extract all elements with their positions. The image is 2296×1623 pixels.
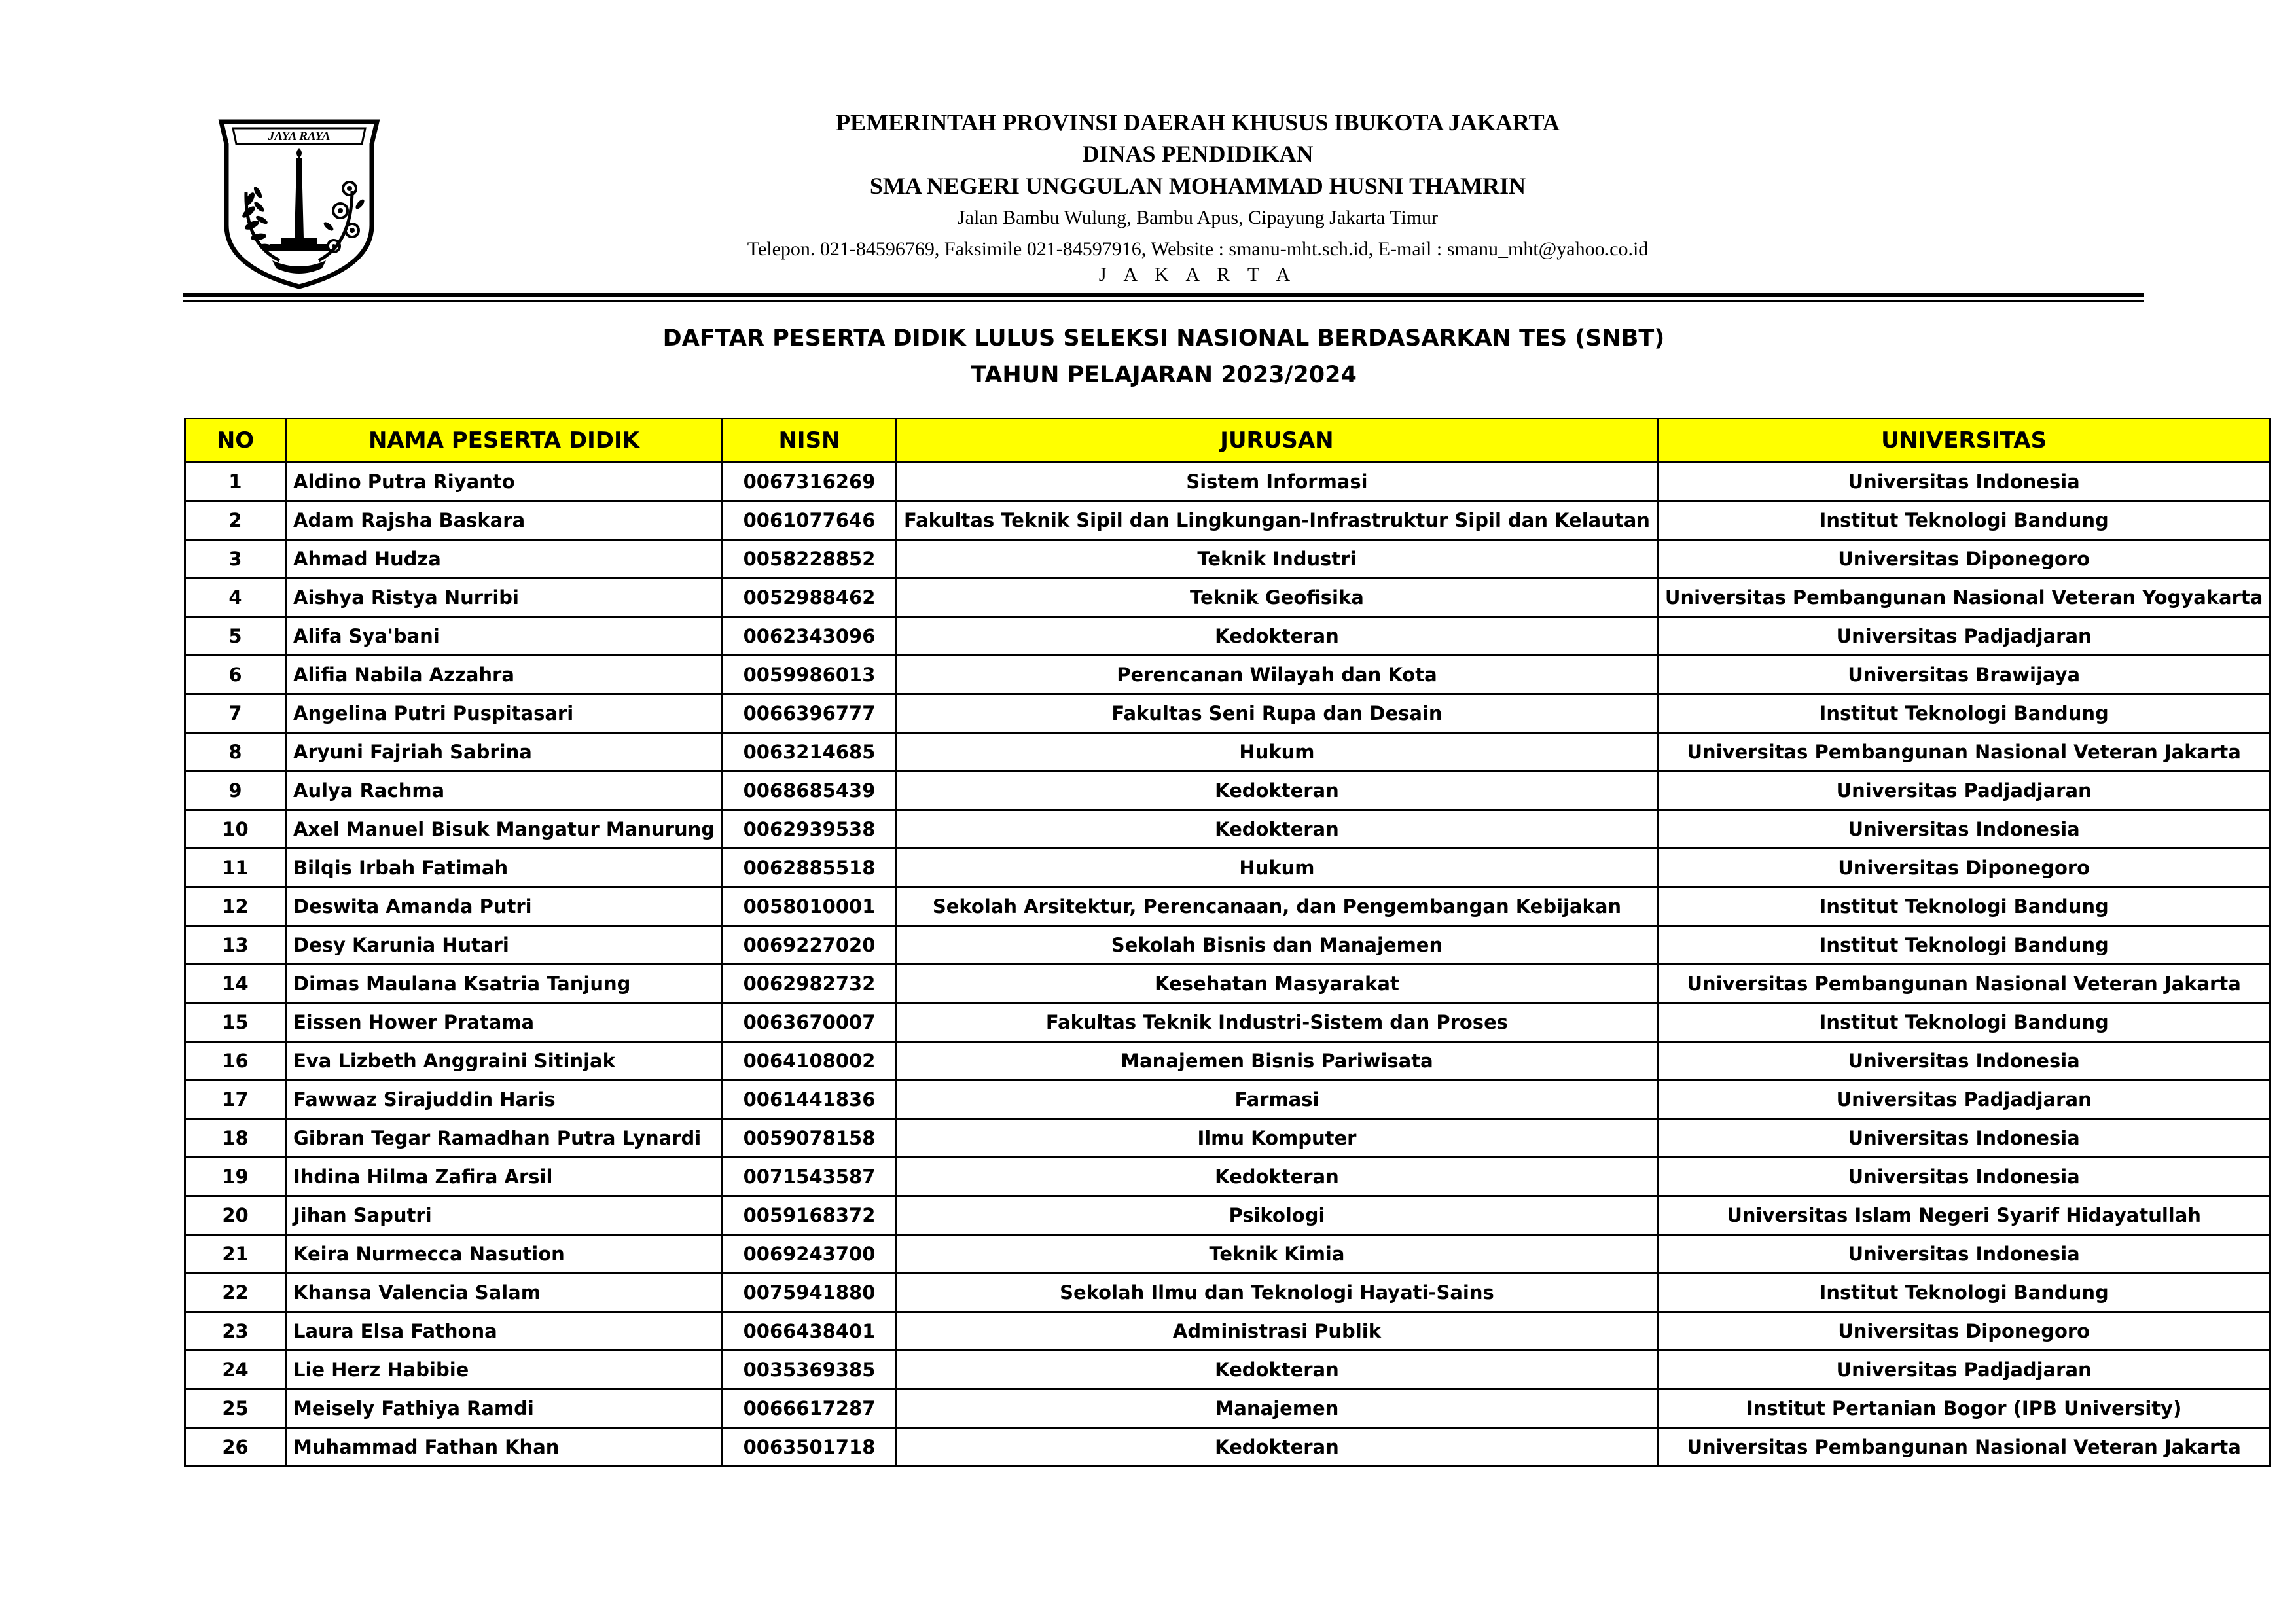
cell-major: Teknik Geofisika (897, 579, 1658, 617)
table-row (185, 849, 2270, 887)
cell-university: Institut Teknologi Bandung (1657, 501, 2270, 540)
cell-no: 2 (185, 501, 286, 540)
table-row (185, 1042, 2270, 1080)
table-row (185, 540, 2270, 579)
table-row (185, 1351, 2270, 1389)
cell-nisn: 0062939538 (723, 810, 897, 849)
letterhead-rule-thin (183, 300, 2144, 302)
cell-name: Aishya Ristya Nurribi (286, 579, 723, 617)
table-row (185, 656, 2270, 694)
cell-major: Kesehatan Masyarakat (897, 965, 1658, 1003)
cell-no: 9 (185, 772, 286, 810)
cell-university: Universitas Indonesia (1657, 463, 2270, 501)
cell-university: Universitas Padjadjaran (1657, 772, 2270, 810)
cell-name: Angelina Putri Puspitasari (286, 694, 723, 733)
cell-nisn: 0067316269 (723, 463, 897, 501)
cell-name: Laura Elsa Fathona (286, 1312, 723, 1351)
cell-university: Universitas Pembangunan Nasional Veteran Jakarta (1657, 1428, 2270, 1467)
letterhead-department: DINAS PENDIDIKAN (1082, 141, 1314, 167)
cell-major: Teknik Kimia (897, 1235, 1658, 1274)
cell-name: Ihdina Hilma Zafira Arsil (286, 1158, 723, 1196)
letterhead-contact: Telepon. 021-84596769, Faksimile 021-84597916, Website : smanu-mht.sch.id, E-mail : smanu_mht@yahoo.co.id (747, 238, 1649, 260)
cell-university: Universitas Pembangunan Nasional Veteran Yogyakarta (1657, 579, 2270, 617)
cell-name: Khansa Valencia Salam (286, 1274, 723, 1312)
document-title: DAFTAR PESERTA DIDIK LULUS SELEKSI NASIONAL BERDASARKAN TES (SNBT) (662, 325, 1665, 351)
cell-no: 11 (185, 849, 286, 887)
table-row (185, 501, 2270, 540)
cell-nisn: 0071543587 (723, 1158, 897, 1196)
cell-university: Universitas Diponegoro (1657, 540, 2270, 579)
cell-nisn: 0066438401 (723, 1312, 897, 1351)
cell-university: Universitas Indonesia (1657, 1235, 2270, 1274)
cell-no: 4 (185, 579, 286, 617)
cell-no: 20 (185, 1196, 286, 1235)
cell-name: Fawwaz Sirajuddin Haris (286, 1080, 723, 1119)
document-subtitle: TAHUN PELAJARAN 2023/2024 (971, 362, 1357, 388)
letterhead-government: PEMERINTAH PROVINSI DAERAH KHUSUS IBUKOTA JAKARTA (836, 109, 1560, 135)
cell-university: Institut Pertanian Bogor (IPB University) (1657, 1389, 2270, 1428)
cell-university: Universitas Pembangunan Nasional Veteran Jakarta (1657, 733, 2270, 772)
cell-major: Farmasi (897, 1080, 1658, 1119)
cell-no: 7 (185, 694, 286, 733)
cell-major: Kedokteran (897, 1351, 1658, 1389)
cell-no: 14 (185, 965, 286, 1003)
cell-name: Adam Rajsha Baskara (286, 501, 723, 540)
table-row (185, 772, 2270, 810)
cell-no: 16 (185, 1042, 286, 1080)
letterhead-city: J A K A R T A (1098, 264, 1297, 285)
cell-nisn: 0063670007 (723, 1003, 897, 1042)
letterhead-school-name: SMA NEGERI UNGGULAN MOHAMMAD HUSNI THAMRIN (869, 173, 1526, 199)
table-row (185, 1003, 2270, 1042)
letterhead-address: Jalan Bambu Wulung, Bambu Apus, Cipayung Jakarta Timur (957, 207, 1439, 228)
cell-university: Institut Teknologi Bandung (1657, 887, 2270, 926)
table-row (185, 579, 2270, 617)
cell-major: Sekolah Arsitektur, Perencanaan, dan Pengembangan Kebijakan (897, 887, 1658, 926)
cell-nisn: 0058010001 (723, 887, 897, 926)
cell-nisn: 0061441836 (723, 1080, 897, 1119)
table-row (185, 1274, 2270, 1312)
table-row (185, 1235, 2270, 1274)
cell-university: Universitas Padjadjaran (1657, 1351, 2270, 1389)
cell-name: Eissen Hower Pratama (286, 1003, 723, 1042)
cell-name: Muhammad Fathan Khan (286, 1428, 723, 1467)
cell-nisn: 0058228852 (723, 540, 897, 579)
cell-major: Kedokteran (897, 617, 1658, 656)
cell-name: Gibran Tegar Ramadhan Putra Lynardi (286, 1119, 723, 1158)
cell-university: Universitas Indonesia (1657, 1042, 2270, 1080)
cell-no: 26 (185, 1428, 286, 1467)
table-row (185, 617, 2270, 656)
table-row (185, 694, 2270, 733)
cell-nisn: 0064108002 (723, 1042, 897, 1080)
cell-nisn: 0069243700 (723, 1235, 897, 1274)
cell-no: 10 (185, 810, 286, 849)
cell-name: Deswita Amanda Putri (286, 887, 723, 926)
table-row (185, 1080, 2270, 1119)
header-name: NAMA PESERTA DIDIK (286, 419, 723, 463)
cell-university: Universitas Padjadjaran (1657, 1080, 2270, 1119)
cell-no: 23 (185, 1312, 286, 1351)
table-row (185, 1389, 2270, 1428)
table-body (185, 463, 2270, 1467)
cell-major: Manajemen Bisnis Pariwisata (897, 1042, 1658, 1080)
cell-no: 6 (185, 656, 286, 694)
jakarta-emblem-logo (217, 115, 381, 291)
cell-major: Fakultas Seni Rupa dan Desain (897, 694, 1658, 733)
cell-no: 24 (185, 1351, 286, 1389)
cell-major: Kedokteran (897, 810, 1658, 849)
table-row (185, 926, 2270, 965)
header-major: JURUSAN (897, 419, 1658, 463)
cell-nisn: 0066617287 (723, 1389, 897, 1428)
cell-nisn: 0069227020 (723, 926, 897, 965)
cell-major: Sekolah Bisnis dan Manajemen (897, 926, 1658, 965)
cell-major: Kedokteran (897, 772, 1658, 810)
cell-major: Perencanan Wilayah dan Kota (897, 656, 1658, 694)
student-table (184, 418, 2271, 1467)
table-row (185, 463, 2270, 501)
cell-major: Hukum (897, 733, 1658, 772)
cell-name: Dimas Maulana Ksatria Tanjung (286, 965, 723, 1003)
cell-nisn: 0035369385 (723, 1351, 897, 1389)
cell-no: 22 (185, 1274, 286, 1312)
cell-university: Universitas Diponegoro (1657, 1312, 2270, 1351)
table-row (185, 1312, 2270, 1351)
cell-name: Aryuni Fajriah Sabrina (286, 733, 723, 772)
cell-nisn: 0059078158 (723, 1119, 897, 1158)
cell-no: 17 (185, 1080, 286, 1119)
cell-university: Universitas Indonesia (1657, 1158, 2270, 1196)
table-row (185, 965, 2270, 1003)
logo-text: JAYA RAYA (268, 130, 331, 143)
cell-major: Fakultas Teknik Industri-Sistem dan Proses (897, 1003, 1658, 1042)
cell-university: Institut Teknologi Bandung (1657, 926, 2270, 965)
cell-nisn: 0062885518 (723, 849, 897, 887)
cell-name: Ahmad Hudza (286, 540, 723, 579)
cell-nisn: 0061077646 (723, 501, 897, 540)
cell-university: Institut Teknologi Bandung (1657, 694, 2270, 733)
cell-nisn: 0066396777 (723, 694, 897, 733)
table-header-row (185, 419, 2270, 463)
cell-name: Alifa Sya'bani (286, 617, 723, 656)
cell-name: Meisely Fathiya Ramdi (286, 1389, 723, 1428)
cell-nisn: 0068685439 (723, 772, 897, 810)
cell-no: 3 (185, 540, 286, 579)
cell-major: Fakultas Teknik Sipil dan Lingkungan-Infrastruktur Sipil dan Kelautan (897, 501, 1658, 540)
cell-nisn: 0059986013 (723, 656, 897, 694)
cell-name: Keira Nurmecca Nasution (286, 1235, 723, 1274)
cell-major: Sekolah Ilmu dan Teknologi Hayati-Sains (897, 1274, 1658, 1312)
letterhead-rule-thick (183, 293, 2144, 297)
cell-major: Teknik Industri (897, 540, 1658, 579)
cell-name: Aulya Rachma (286, 772, 723, 810)
cell-name: Aldino Putra Riyanto (286, 463, 723, 501)
cell-no: 5 (185, 617, 286, 656)
cell-name: Lie Herz Habibie (286, 1351, 723, 1389)
cell-nisn: 0063501718 (723, 1428, 897, 1467)
cell-university: Universitas Indonesia (1657, 1119, 2270, 1158)
cell-name: Alifia Nabila Azzahra (286, 656, 723, 694)
cell-name: Axel Manuel Bisuk Mangatur Manurung (286, 810, 723, 849)
cell-nisn: 0063214685 (723, 733, 897, 772)
cell-university: Universitas Pembangunan Nasional Veteran Jakarta (1657, 965, 2270, 1003)
cell-major: Ilmu Komputer (897, 1119, 1658, 1158)
cell-no: 18 (185, 1119, 286, 1158)
table-row (185, 1119, 2270, 1158)
cell-no: 19 (185, 1158, 286, 1196)
cell-major: Administrasi Publik (897, 1312, 1658, 1351)
cell-name: Desy Karunia Hutari (286, 926, 723, 965)
cell-nisn: 0062343096 (723, 617, 897, 656)
cell-name: Eva Lizbeth Anggraini Sitinjak (286, 1042, 723, 1080)
cell-university: Universitas Diponegoro (1657, 849, 2270, 887)
cell-no: 8 (185, 733, 286, 772)
table-row (185, 1428, 2270, 1467)
table-row (185, 1158, 2270, 1196)
cell-no: 21 (185, 1235, 286, 1274)
cell-no: 15 (185, 1003, 286, 1042)
cell-nisn: 0059168372 (723, 1196, 897, 1235)
cell-university: Universitas Islam Negeri Syarif Hidayatullah (1657, 1196, 2270, 1235)
header-nisn: NISN (723, 419, 897, 463)
table-row (185, 733, 2270, 772)
cell-major: Hukum (897, 849, 1658, 887)
cell-no: 25 (185, 1389, 286, 1428)
header-university: UNIVERSITAS (1657, 419, 2270, 463)
cell-university: Universitas Padjadjaran (1657, 617, 2270, 656)
cell-nisn: 0062982732 (723, 965, 897, 1003)
cell-major: Sistem Informasi (897, 463, 1658, 501)
cell-no: 12 (185, 887, 286, 926)
cell-major: Kedokteran (897, 1158, 1658, 1196)
cell-name: Bilqis Irbah Fatimah (286, 849, 723, 887)
cell-nisn: 0075941880 (723, 1274, 897, 1312)
cell-major: Manajemen (897, 1389, 1658, 1428)
table-row (185, 887, 2270, 926)
cell-no: 1 (185, 463, 286, 501)
cell-university: Institut Teknologi Bandung (1657, 1274, 2270, 1312)
cell-name: Jihan Saputri (286, 1196, 723, 1235)
cell-major: Psikologi (897, 1196, 1658, 1235)
header-no: NO (185, 419, 286, 463)
cell-no: 13 (185, 926, 286, 965)
table-row (185, 1196, 2270, 1235)
table-row (185, 810, 2270, 849)
cell-nisn: 0052988462 (723, 579, 897, 617)
cell-university: Universitas Brawijaya (1657, 656, 2270, 694)
cell-university: Institut Teknologi Bandung (1657, 1003, 2270, 1042)
cell-university: Universitas Indonesia (1657, 810, 2270, 849)
cell-major: Kedokteran (897, 1428, 1658, 1467)
